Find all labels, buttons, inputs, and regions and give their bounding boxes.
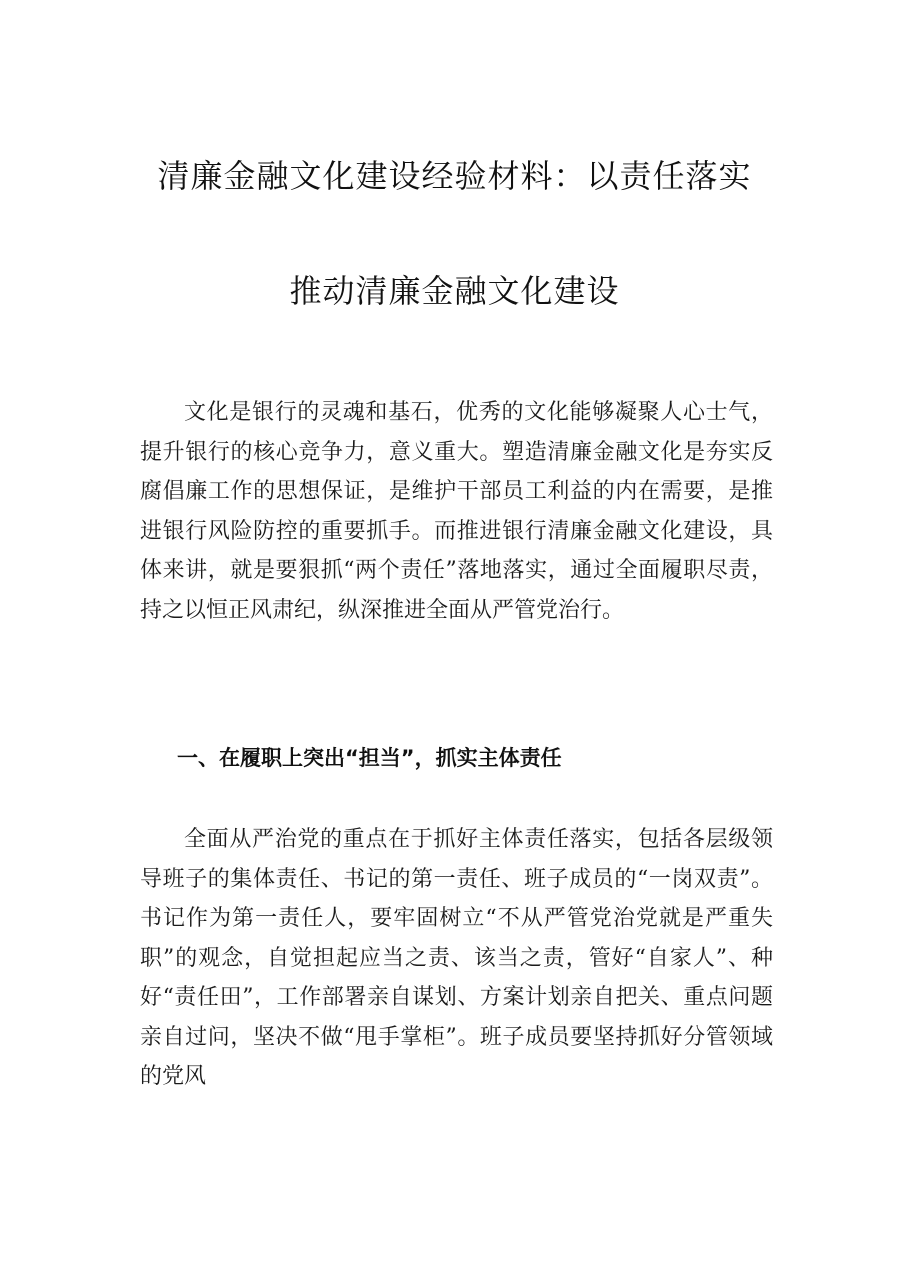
document-title-line-2: 推动清廉金融文化建设 [289, 272, 620, 310]
section-heading-1: 一、在履职上突出“担当”，抓实主体责任 [177, 746, 562, 770]
body-paragraph-2: 全面从严治党的重点在于抓好主体责任落实，包括各层级领导班子的集体责任、书记的第一责任、班子成员的“一岗双责”。书记作为第一责任人，要牢固树立“不从严管党治党就是严重失职”的观念，自觉担起应当之责、该当之责，管好“自家人”、种好“责任田”，工作部署亲自谋划、方案计划亲自把关、重点问题亲自过问，坚决不做“甩手掌柜”。班子成员要坚持抓好分管领域的党风 [140, 827, 773, 1089]
document-title-line-1: 清廉金融文化建设经验材料：以责任落实 [157, 157, 752, 195]
body-paragraph-1: 文化是银行的灵魂和基石，优秀的文化能够凝聚人心士气，提升银行的核心竞争力，意义重大。塑造清廉金融文化是夯实反腐倡廉工作的思想保证，是维护干部员工利益的内在需要，是推进银行风险防控的重要抓手。而推进银行清廉金融文化建设，具体来讲，就是要狠抓“两个责任”落地落实，通过全面履职尽责，持之以恒正风肃纪，纵深推进全面从严管党治行。 [140, 400, 773, 623]
